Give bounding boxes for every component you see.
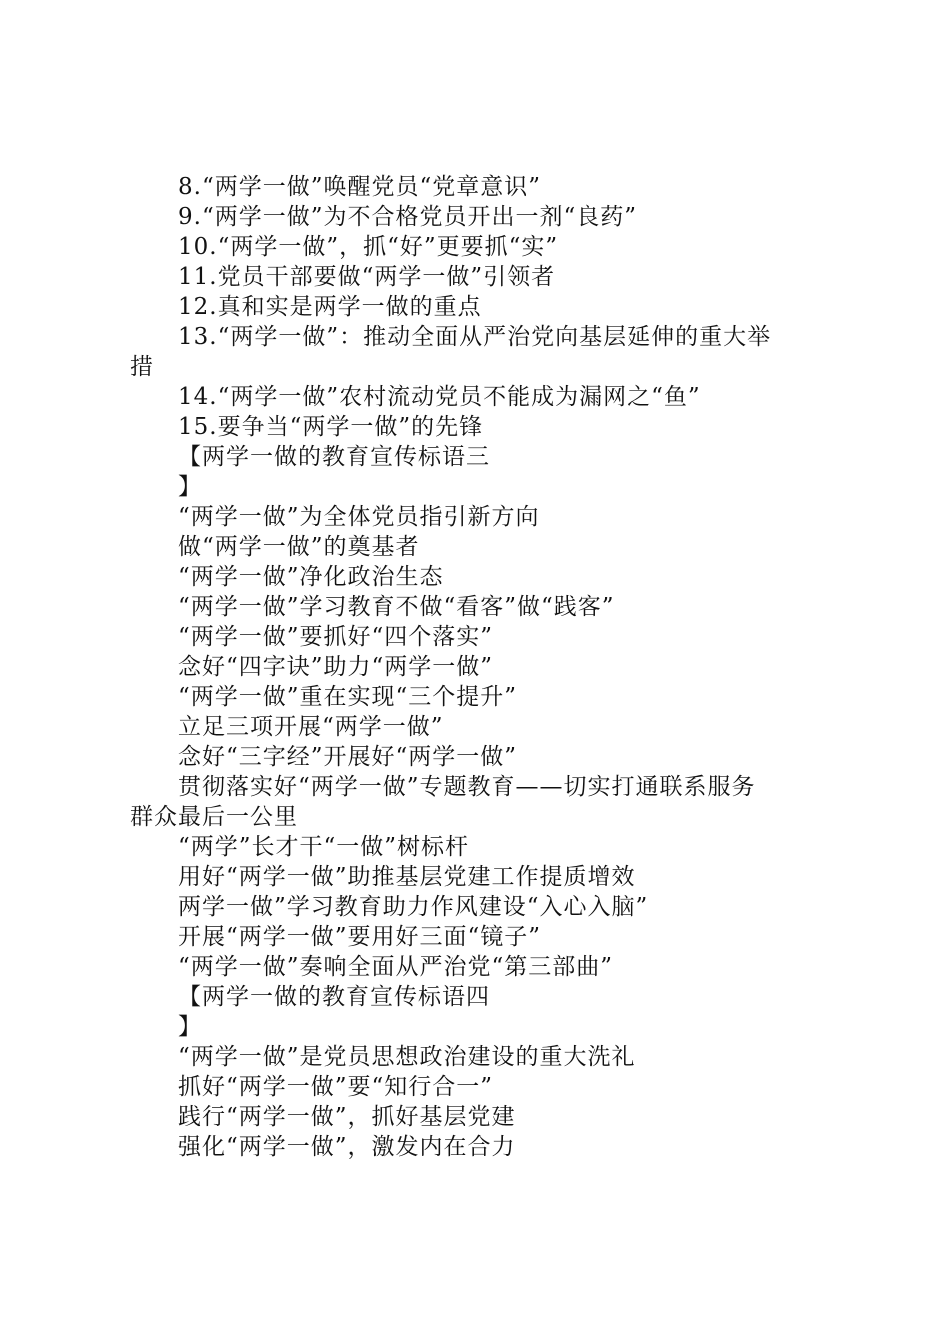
text-line: 8.“两学一做”唤醒党员“党章意识” bbox=[178, 174, 541, 200]
text-line: “两学一做”是党员思想政治建设的重大洗礼 bbox=[178, 1044, 636, 1070]
text-line: 9.“两学一做”为不合格党员开出一剂“良药” bbox=[178, 204, 637, 230]
text-line: 【两学一做的教育宣传标语三 bbox=[178, 444, 490, 470]
text-line: 念好“三字经”开展好“两学一做” bbox=[178, 744, 518, 770]
text-line: 13.“两学一做”：推动全面从严治党向基层延伸的重大举 bbox=[178, 324, 772, 350]
text-line: “两学一做”重在实现“三个提升” bbox=[178, 684, 518, 710]
text-line: “两学”长才干“一做”树标杆 bbox=[178, 834, 470, 860]
text-line: 强化“两学一做”，激发内在合力 bbox=[178, 1134, 516, 1160]
text-line: 践行“两学一做”，抓好基层党建 bbox=[178, 1104, 516, 1130]
text-line: “两学一做”学习教育不做“看客”做“践客” bbox=[178, 594, 615, 620]
text-line: 15.要争当“两学一做”的先锋 bbox=[178, 414, 484, 440]
text-line: “两学一做”要抓好“四个落实” bbox=[178, 624, 494, 650]
text-line: 念好“四字诀”助力“两学一做” bbox=[178, 654, 494, 680]
document-body bbox=[130, 172, 830, 1162]
text-line-continuation: 措 bbox=[130, 354, 154, 380]
text-line: 开展“两学一做”要用好三面“镜子” bbox=[178, 924, 542, 950]
text-line: 抓好“两学一做”要“知行合一” bbox=[178, 1074, 494, 1100]
text-line: “两学一做”净化政治生态 bbox=[178, 564, 444, 590]
text-line: 用好“两学一做”助推基层党建工作提质增效 bbox=[178, 864, 636, 890]
text-line: 12.真和实是两学一做的重点 bbox=[178, 294, 482, 320]
text-line: 两学一做”学习教育助力作风建设“入心入脑” bbox=[178, 894, 649, 920]
text-line: 】 bbox=[178, 474, 202, 500]
text-line: 10.“两学一做”，抓“好”更要抓“实” bbox=[178, 234, 559, 260]
text-line: 】 bbox=[178, 1014, 202, 1040]
text-line: 做“两学一做”的奠基者 bbox=[178, 534, 420, 560]
text-line: 立足三项开展“两学一做” bbox=[178, 714, 444, 740]
text-line: 贯彻落实好“两学一做”专题教育——切实打通联系服务 bbox=[178, 774, 756, 800]
text-line: “两学一做”为全体党员指引新方向 bbox=[178, 504, 540, 530]
text-line: 11.党员干部要做“两学一做”引领者 bbox=[178, 264, 556, 290]
text-line: “两学一做”奏响全面从严治党“第三部曲” bbox=[178, 954, 614, 980]
text-line: 14.“两学一做”农村流动党员不能成为漏网之“鱼” bbox=[178, 384, 701, 410]
text-line-continuation: 群众最后一公里 bbox=[130, 804, 298, 830]
text-line: 【两学一做的教育宣传标语四 bbox=[178, 984, 490, 1010]
